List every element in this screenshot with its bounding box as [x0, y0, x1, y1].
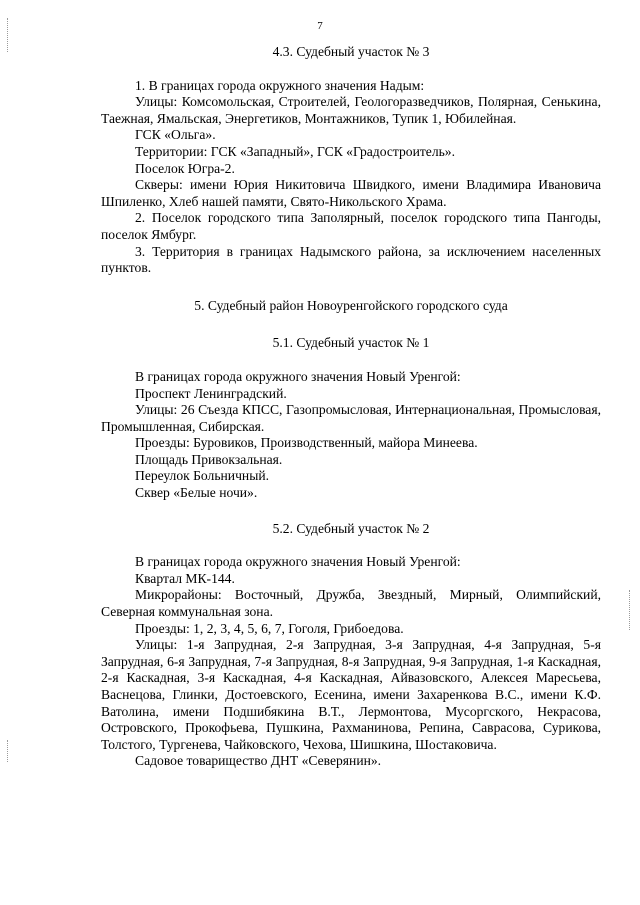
scan-edge-dots-right — [629, 590, 630, 630]
paragraph: Улицы: 26 Съезда КПСС, Газопромысловая, Интернациональная, Промысловая, Промышленная, Сибирская. — [101, 402, 601, 434]
section-heading-4-3: 4.3. Судебный участок № 3 — [272, 44, 430, 59]
paragraph: Территории: ГСК «Западный», ГСК «Градостроитель». — [135, 143, 455, 159]
paragraph: Улицы: Комсомольская, Строителей, Геологоразведчиков, Полярная, Сенькина, Таежная, Ямальская, Энергетиков, Монтажников, Тупик 1, Юбилейная. — [101, 94, 601, 126]
section-heading-5-2: 5.2. Судебный участок № 2 — [272, 520, 430, 536]
paragraph: 2. Поселок городского типа Заполярный, поселок городского типа Пангоды, поселок Ямбург. — [101, 210, 601, 242]
paragraph: Скверы: имени Юрия Никитовича Швидкого, имени Владимира Ивановича Шпиленко, Хлеб нашей памяти, Свято-Никольского Храма. — [101, 177, 601, 209]
paragraph: 1. В границах города окружного значения Надым: — [135, 77, 425, 93]
page-number: 7 — [317, 20, 323, 32]
paragraph: Переулок Больничный. — [135, 468, 269, 484]
paragraph: ГСК «Ольга». — [135, 127, 216, 143]
paragraph: Сквер «Белые ночи». — [135, 485, 258, 501]
paragraph: В границах города окружного значения Новый Уренгой: — [135, 368, 461, 384]
scan-edge-dots-left-bottom — [7, 740, 8, 762]
section-heading-5-1: 5.1. Судебный участок № 1 — [272, 335, 430, 351]
paragraph: Проспект Ленинградский. — [135, 385, 287, 401]
paragraph: Микрорайоны: Восточный, Дружба, Звездный, Мирный, Олимпийский, Северная коммунальная зона. — [101, 587, 601, 620]
paragraph: Площадь Привокзальная. — [135, 451, 283, 467]
section-heading-5: 5. Судебный район Новоуренгойского городского суда — [194, 297, 508, 313]
paragraph: Улицы: 1-я Запрудная, 2-я Запрудная, 3-я Запрудная, 4-я Запрудная, 5-я Запрудная, 6-я Запрудная, 7-я Запрудная, 8-я Запрудная, 9-я Запрудная, 1-я Каскадная, 2-я Каскадная, 3-я Каскадная, 4-я Каскадная, Айвазовского, Алексея Маресьева, Васнецова, Глинки, Достоевского, Есенина, имени Захаренкова В.С., имени К.Ф. Ватолина, имени Подшибякина В.Т., Лермонтова, Мусоргского, Некрасова, Островского, Прокофьева, Пушкина, Рахманинова, Репина, Саврасова, Сурикова, Толстого, Тургенева, Чайковского, Чехова, Шишкина, Шостаковича. — [101, 637, 601, 752]
paragraph: Квартал МК-144. — [135, 570, 235, 586]
paragraph: Проезды: 1, 2, 3, 4, 5, 6, 7, Гоголя, Грибоедова. — [135, 620, 404, 636]
document-body — [101, 44, 601, 770]
paragraph: В границах города окружного значения Новый Уренгой: — [135, 554, 461, 570]
paragraph: Садовое товарищество ДНТ «Северянин». — [135, 753, 382, 769]
paragraph: Проезды: Буровиков, Производственный, майора Минеева. — [135, 435, 478, 451]
paragraph: 3. Территория в границах Надымского района, за исключением населенных пунктов. — [101, 243, 601, 276]
paragraph: Поселок Югра-2. — [135, 160, 235, 176]
